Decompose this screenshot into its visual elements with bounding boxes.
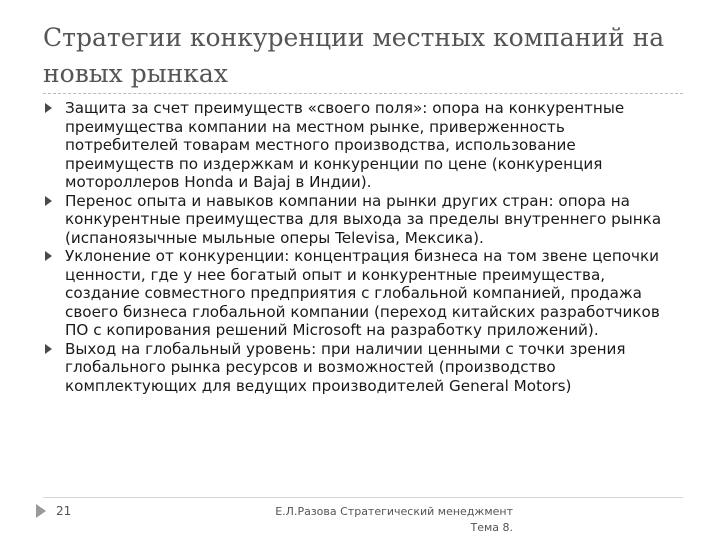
page-number: 21 xyxy=(56,504,72,518)
bullet-text: Перенос опыта и навыков компании на рынки других стран: опора на конкурентные преимущества для выхода за пределы внутреннего рынка (испаноязычные мыльные оперы Televisa, Мексика). xyxy=(65,191,662,247)
footer-marker-icon xyxy=(36,504,46,518)
title-divider xyxy=(43,93,683,94)
bullet-item xyxy=(43,192,673,248)
bullet-text: Выход на глобальный уровень: при наличии ценными с точки зрения глобального рынка ресурсов и возможностей (производство комплектующих для ведущих производителей General Motors) xyxy=(65,339,626,395)
slide-footer xyxy=(0,497,720,540)
bullet-text: Защита за счет преимуществ «своего поля»: опора на конкурентные преимущества компании на местном рынке, приверженность потребителей товарам местного производства, использование преимуществ по издержкам и конкуренции по цене (конкуренция мотороллеров Honda и Bajaj в Индии). xyxy=(65,99,625,191)
triangle-bullet-icon xyxy=(45,103,52,113)
triangle-bullet-icon xyxy=(45,196,52,206)
slide-title: Стратегии конкуренции местных компаний на новых рынках xyxy=(43,23,665,88)
footer-credit: Е.Л.Разова Стратегический менеджмент Тема 8. xyxy=(275,505,513,534)
bullet-item xyxy=(43,247,673,340)
bullet-item xyxy=(43,340,673,396)
footer-divider xyxy=(43,497,683,498)
bullet-text: Уклонение от конкуренции: концентрация бизнеса на том звене цепочки ценности, где у нее богатый опыт и конкурентные преимущества, создание совместного предприятия с глобальной компанией, продажа своего бизнеса глобальной компании (переход китайских разработчиков ПО с копирования решений Microsoft на разработку приложений). xyxy=(65,247,660,339)
triangle-bullet-icon xyxy=(45,344,52,354)
bullet-list xyxy=(43,99,673,395)
triangle-bullet-icon xyxy=(45,251,52,261)
bullet-item xyxy=(43,99,673,192)
